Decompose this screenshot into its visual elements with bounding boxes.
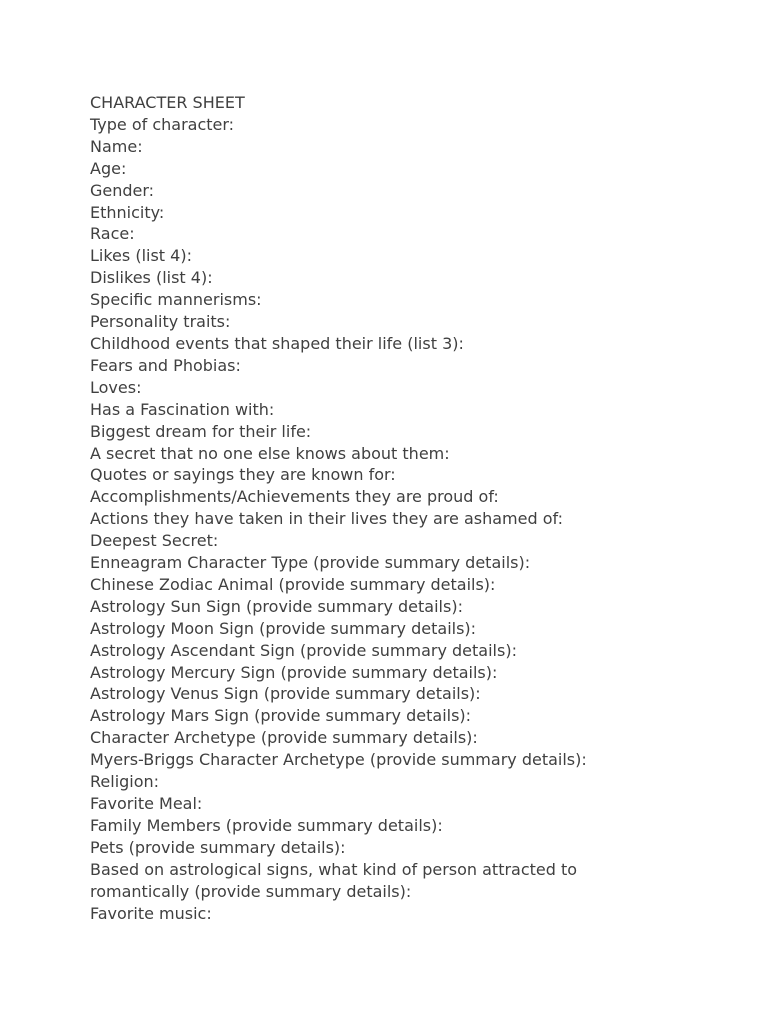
- field-character-archetype: Character Archetype (provide summary details):: [90, 728, 478, 748]
- field-ashamed-actions: Actions they have taken in their lives they are ashamed of:: [90, 509, 563, 529]
- field-childhood-events: Childhood events that shaped their life (list 3):: [90, 333, 464, 353]
- field-race: Race:: [90, 224, 135, 244]
- field-favorite-music: Favorite music:: [90, 903, 212, 923]
- character-sheet: [90, 92, 730, 924]
- field-likes: Likes (list 4):: [90, 246, 192, 266]
- field-accomplishments: Accomplishments/Achievements they are proud of:: [90, 487, 499, 507]
- field-mercury-sign: Astrology Mercury Sign (provide summary details):: [90, 662, 498, 682]
- field-enneagram: Enneagram Character Type (provide summary details):: [90, 553, 531, 573]
- field-ethnicity: Ethnicity:: [90, 202, 165, 222]
- field-mars-sign: Astrology Mars Sign (provide summary details):: [90, 706, 472, 726]
- field-venus-sign: Astrology Venus Sign (provide summary details):: [90, 684, 481, 704]
- field-romantic-attraction: Based on astrological signs, what kind of person attracted to romantically (provide summary details):: [90, 859, 578, 901]
- field-family-members: Family Members (provide summary details):: [90, 815, 443, 835]
- field-fascination: Has a Fascination with:: [90, 399, 275, 419]
- field-personality-traits: Personality traits:: [90, 312, 231, 332]
- document-title: CHARACTER SHEET: [90, 93, 245, 112]
- field-chinese-zodiac: Chinese Zodiac Animal (provide summary details):: [90, 574, 496, 594]
- field-dislikes: Dislikes (list 4):: [90, 268, 213, 288]
- field-loves: Loves:: [90, 377, 142, 397]
- field-myers-briggs: Myers-Briggs Character Archetype (provide summary details):: [90, 750, 587, 770]
- field-moon-sign: Astrology Moon Sign (provide summary details):: [90, 618, 477, 638]
- field-age: Age:: [90, 158, 127, 178]
- field-mannerisms: Specific mannerisms:: [90, 290, 262, 310]
- field-deepest-secret: Deepest Secret:: [90, 531, 219, 551]
- field-gender: Gender:: [90, 180, 155, 200]
- field-type-of-character: Type of character:: [90, 114, 235, 134]
- field-sun-sign: Astrology Sun Sign (provide summary details):: [90, 596, 463, 616]
- field-ascendant-sign: Astrology Ascendant Sign (provide summary details):: [90, 640, 517, 660]
- field-quotes: Quotes or sayings they are known for:: [90, 465, 396, 485]
- field-favorite-meal: Favorite Meal:: [90, 794, 203, 813]
- field-religion: Religion:: [90, 772, 160, 792]
- field-biggest-dream: Biggest dream for their life:: [90, 421, 312, 441]
- field-secret: A secret that no one else knows about them:: [90, 443, 450, 463]
- field-fears-phobias: Fears and Phobias:: [90, 355, 241, 375]
- field-pets: Pets (provide summary details):: [90, 837, 346, 857]
- field-name: Name:: [90, 136, 143, 156]
